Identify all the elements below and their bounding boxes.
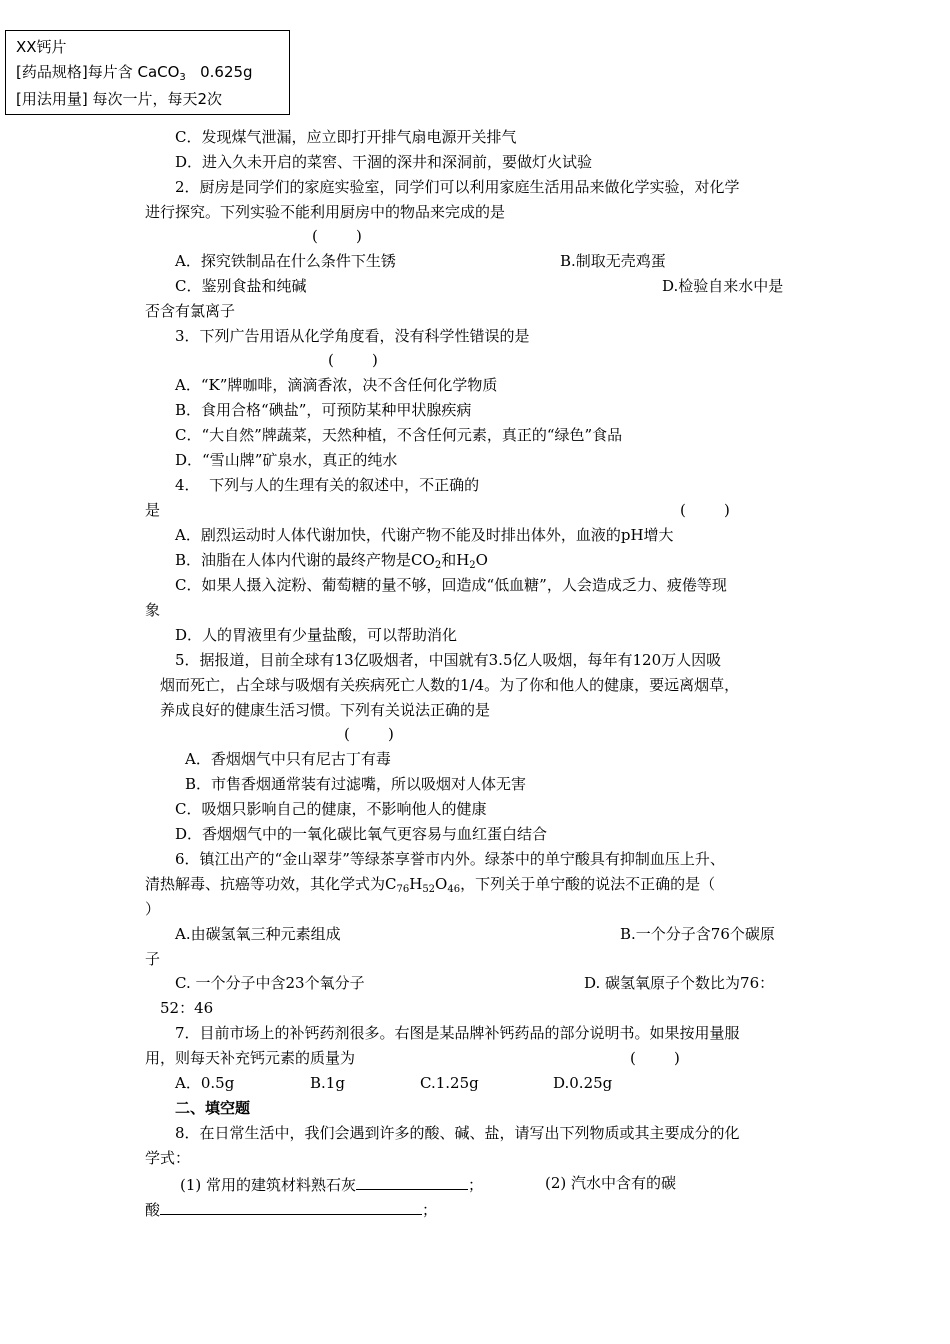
q4-answer-bracket: ( ) [680, 501, 730, 519]
q2-answer-bracket: ( ) [312, 227, 362, 245]
q2-option-d-cont: 否含有氯离子 [145, 302, 236, 320]
label-title: XX钙片 [16, 38, 67, 56]
q7-stem-line1: 7．目前市场上的补钙药剂很多。右图是某品牌补钙药品的部分说明书。如果按用量服 [175, 1024, 740, 1042]
q6-option-a: A.由碳氢氧三种元素组成 [175, 925, 341, 943]
q4-stem-cont: 是 [145, 501, 161, 519]
q2-option-b: B.制取无壳鸡蛋 [560, 252, 666, 270]
label-spec: [药品规格]每片含 CaCO$_3$ 0.625g [16, 63, 253, 83]
section-heading-fill-in: 二、填空题 [175, 1099, 251, 1117]
q1-option-d: D．进入久未开启的菜窖、干涸的深井和深洞前，要做灯火试验 [175, 153, 593, 171]
q6-option-c: C. 一个分子中含23个氧分子 [175, 974, 365, 992]
q5-answer-bracket: ( ) [344, 725, 394, 743]
q2-stem-line1: 2．厨房是同学们的家庭实验室，同学们可以利用家庭生活用品来做化学实验，对化学 [175, 178, 740, 196]
q3-answer-bracket: ( ) [328, 351, 378, 369]
q4-option-b: B．油脂在人体内代谢的最终产物是$CO_2$和$H_2O$ [175, 551, 488, 571]
q1-option-c: C．发现煤气泄漏，应立即打开排气扇电源开关排气 [175, 128, 517, 146]
q6-option-d: D. 碳氢氧原子个数比为76： [584, 974, 775, 992]
q6-option-d-cont: 52：46 [160, 999, 214, 1017]
q8-item2-cont: 酸 ； [145, 1198, 437, 1220]
q5-stem-line2: 烟而死亡，占全球与吸烟有关疾病死亡人数的1/4。为了你和他人的健康，要远离烟草， [160, 676, 740, 694]
q8-item2: (2) 汽水中含有的碳 [545, 1174, 677, 1192]
q7-option-c: C.1.25g [420, 1074, 479, 1092]
q2-stem-line2: 进行探究。下列实验不能利用厨房中的物品来完成的是 [145, 203, 506, 221]
q6-stem-line1: 6．镇江出产的“金山翠芽”等绿茶享誉市内外。绿茶中的单宁酸具有抑制血压上升、 [175, 850, 725, 868]
label-usage: [用法用量] 每次一片，每天2次 [16, 90, 223, 108]
q8-stem-line1: 8．在日常生活中，我们会遇到许多的酸、碱、盐，请写出下列物质或其主要成分的化 [175, 1124, 740, 1142]
q8-item1-blank[interactable] [356, 1173, 468, 1190]
q2-option-a: A．探究铁制品在什么条件下生锈 [175, 252, 396, 270]
q6-option-b-cont: 子 [145, 950, 161, 968]
q4-option-c-cont: 象 [145, 601, 161, 619]
q3-option-b: B．食用合格“碘盐”，可预防某种甲状腺疾病 [175, 401, 472, 419]
q3-option-c: C．“大自然”牌蔬菜，天然种植，不含任何元素，真正的“绿色”食品 [175, 426, 623, 444]
q4-option-c: C．如果人摄入淀粉、葡萄糖的量不够，回造成“低血糖”，人会造成乏力、疲倦等现 [175, 576, 727, 594]
q7-stem-line2: 用，则每天补充钙元素的质量为 [145, 1049, 356, 1067]
q5-option-d: D．香烟烟气中的一氧化碳比氧气更容易与血红蛋白结合 [175, 825, 548, 843]
q7-answer-bracket: ( ) [630, 1049, 680, 1067]
q3-stem: 3．下列广告用语从化学角度看，没有科学性错误的是 [175, 327, 530, 345]
q5-stem-line1: 5．据报道，目前全球有13亿吸烟者，中国就有3.5亿人吸烟，每年有120万人因吸 [175, 651, 722, 669]
q6-stem-line2: 清热解毒、抗癌等功效，其化学式为$C_{76}H_{52}O_{46}$，下列关于单宁酸的说法不正确的是（ [145, 875, 716, 895]
q7-option-b: B.1g [310, 1074, 345, 1092]
q4-stem: 4． 下列与人的生理有关的叙述中，不正确的 [175, 476, 480, 494]
q4-option-d: D．人的胃液里有少量盐酸，可以帮助消化 [175, 626, 458, 644]
q5-option-c: C．吸烟只影响自己的健康，不影响他人的健康 [175, 800, 487, 818]
q5-stem-line3: 养成良好的健康生活习惯。下列有关说法正确的是 [160, 701, 491, 719]
q8-item1: (1) 常用的建筑材料熟石灰 ； [180, 1173, 483, 1195]
q6-answer-bracket: ） [145, 900, 161, 918]
q6-option-b: B.一个分子含76个碳原 [620, 925, 775, 943]
q5-option-a: A．香烟烟气中只有尼古丁有毒 [185, 750, 391, 768]
q3-option-d: D．“雪山牌”矿泉水，真正的纯水 [175, 451, 398, 469]
calcium-tablet-label-box [5, 30, 290, 115]
q4-option-a: A．剧烈运动时人体代谢加快，代谢产物不能及时排出体外，血液的pH增大 [175, 526, 674, 544]
q8-item2-blank[interactable] [160, 1198, 422, 1215]
q7-option-a: A．0.5g [175, 1074, 235, 1092]
q2-option-d: D.检验自来水中是 [662, 277, 784, 295]
q7-option-d: D.0.25g [553, 1074, 613, 1092]
q2-option-c: C．鉴别食盐和纯碱 [175, 277, 307, 295]
q3-option-a: A．“K”牌咖啡，滴滴香浓，决不含任何化学物质 [175, 376, 498, 394]
q8-stem-line2: 学式： [145, 1149, 191, 1167]
q5-option-b: B．市售香烟通常装有过滤嘴，所以吸烟对人体无害 [185, 775, 527, 793]
